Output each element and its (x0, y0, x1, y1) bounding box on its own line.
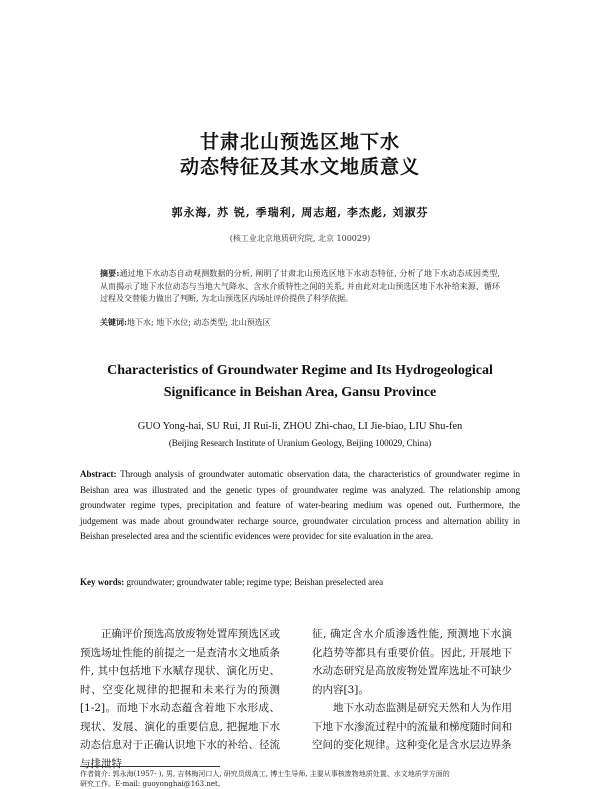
english-title-line-2: Significance in Beishan Area, Gansu Province (163, 385, 437, 400)
chinese-keywords (100, 316, 500, 330)
footnote-line-1: 作者简介: 郭永海(1957- ), 男, 吉林梅河口人, 研究员级高工, 博士生导师, 主要从事核废物地质处置、水文地质学方面的 (80, 770, 450, 778)
english-abstract (80, 467, 520, 545)
english-keywords-text: groundwater; groundwater table; regime type; Beishan preselected area (126, 577, 384, 587)
chinese-title-line-1: 甘肃北山预选区地下水 (199, 131, 400, 153)
body-left-column (80, 625, 280, 773)
body-right-paragraph-2: 地下水动态监测是研究天然和人为作用下地下水渗流过程中的流量和梯度随时间和空间的变化规律。这种变化是含水层边界条 (312, 702, 512, 751)
english-title-line-1: Characteristics of Groundwater Regime and Its Hydrogeological (107, 363, 493, 378)
chinese-title-line-2: 动态特征及其水文地质意义 (179, 156, 420, 178)
chinese-abstract-text: 通过地下水动态自动观测数据的分析, 阐明了甘肃北山预选区地下水动态特征, 分析了地下水动态成因类型, 从而揭示了地下水位动态与当地大气降水、含水介质特性之间的关系, 并由此对北山预选区地下水补给来源、循环过程及交替能力做出了判断, 为北山预选区内场址评价提供了科学依据。 (100, 269, 501, 303)
author-footnote (80, 769, 520, 789)
footnote-line-2: 研究工作。E-mail: guoyonghai@163.net。 (80, 780, 225, 788)
english-authors: GUO Yong-hai, SU Rui, JI Rui-li, ZHOU Zhi-chao, LI Jie-biao, LIU Shu-fen (137, 421, 463, 432)
chinese-abstract-label: 摘要: (100, 268, 120, 278)
english-keywords (80, 575, 520, 591)
english-keywords-label: Key words: (80, 577, 125, 587)
english-abstract-text: Through analysis of groundwater automatic observation data, the characteristics of groundwater regime in Beishan area was illustrated and the genetic types of groundwater regime was analyzed. The relationship among groundwater regime types, precipitation and feature of water-bearing medium was opened out. Furthermore, the judgement was made about groundwater recharge source, groundwater circulation process and alternation ability in Beishan preselected area and the scientific evidences were providec for site evaluation in the area. (80, 469, 520, 541)
chinese-affiliation: (核工业北京地质研究院, 北京 100029) (229, 234, 371, 243)
chinese-authors: 郭永海, 苏 锐, 季瑞利, 周志超, 李杰彪, 刘淑芬 (171, 206, 429, 219)
chinese-abstract (100, 267, 500, 306)
footnote-divider (80, 766, 220, 767)
body-right-column (312, 625, 512, 755)
chinese-keywords-label: 关键词: (100, 317, 127, 327)
body-left-paragraph: 正确评价预选高放废物处置库预选区或预选场址性能的前提之一是查清水文地质条件, 其中包括地下水赋存现状、演化历史、时、空变化规律的把握和未来行为的预测[1-2]。而地下水动态蕴含着地下水形成、现状、发展、演化的重要信息, 把握地下水动态信息对于正确认识地下水的补给、径流与排泄特 (80, 628, 280, 770)
body-right-paragraph-1: 征, 确定含水介质渗透性能, 预测地下水演化趋势等都具有重要价值。因此, 开展地下水动态研究是高放废物处置库选址不可缺少的内容[3]。 (312, 628, 512, 696)
chinese-keywords-text: 地下水; 地下水位; 动态类型; 北山预选区 (126, 318, 271, 327)
english-abstract-label: Abstract: (80, 469, 117, 479)
english-affiliation: (Beijing Research Institute of Uranium Geology, Beijing 100029, China) (168, 438, 432, 448)
